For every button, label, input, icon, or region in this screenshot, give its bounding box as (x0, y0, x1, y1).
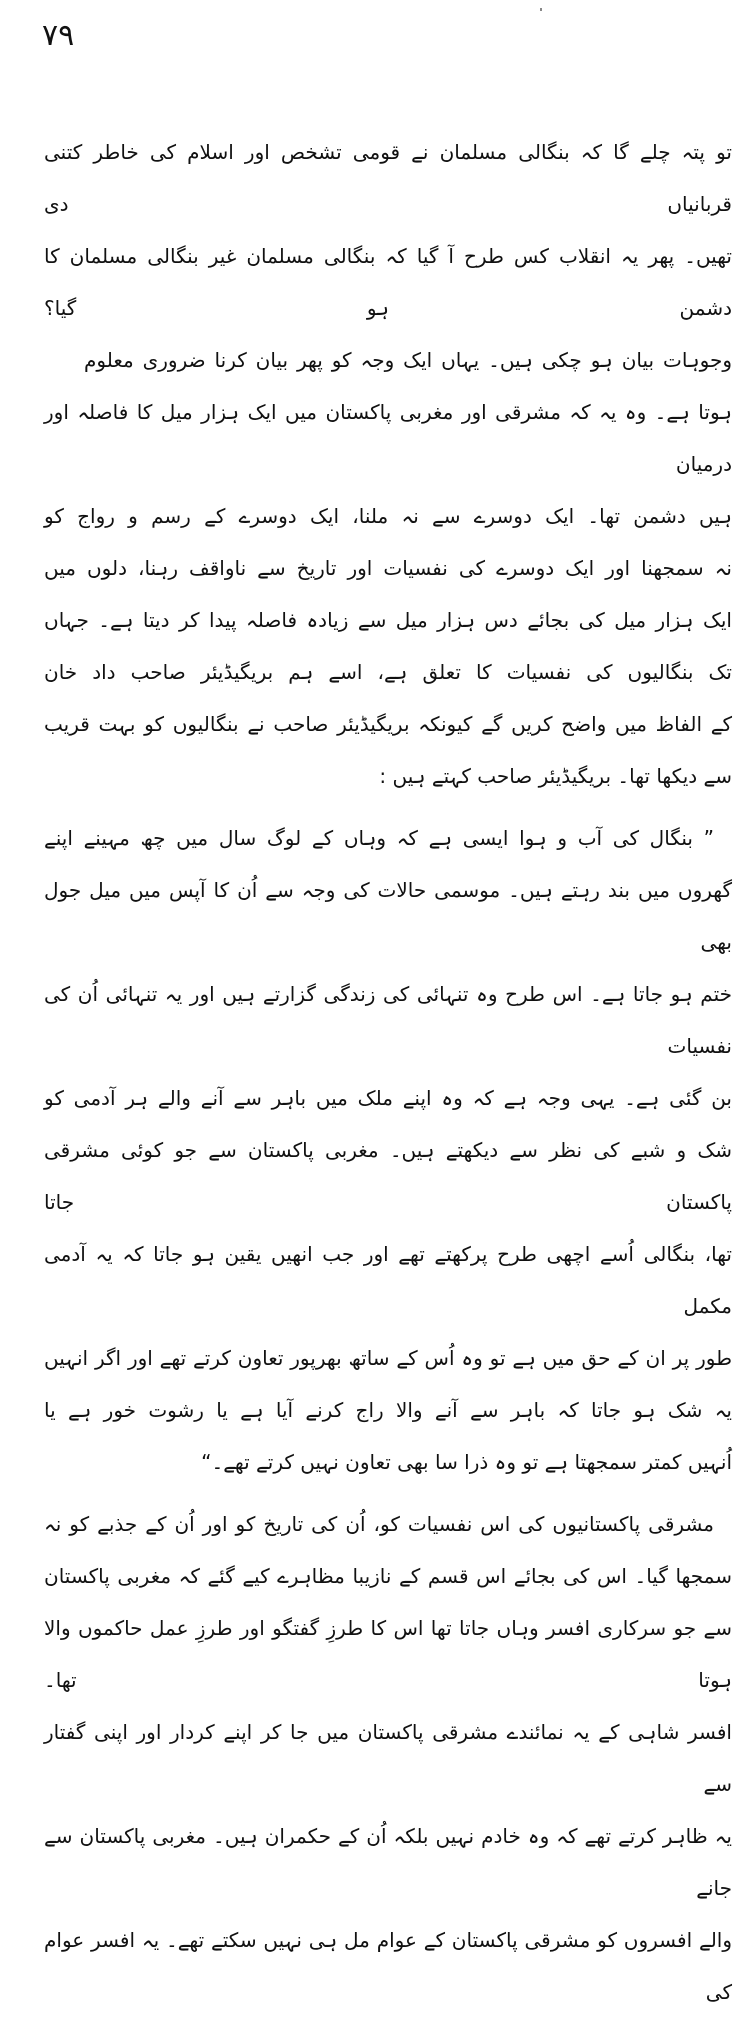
text-line: ایک ہزار میل کی بجائے دس ہزار میل سے زیادہ فاصلہ پیدا کر دیتا ہے۔ جہاں (44, 608, 732, 632)
scan-speck (540, 8, 542, 11)
quote-line: اُنہیں کمتر سمجھتا ہے تو وہ ذرا سا بھی تعاون نہیں کرتے تھے۔“ (201, 1450, 732, 1474)
text-line: سمجھا گیا۔ اس کی بجائے اس قسم کے نازیبا مظاہرے کیے گئے کہ مغربی پاکستان (44, 1564, 732, 1588)
text-line: کے الفاظ میں واضح کریں گے کیونکہ بریگیڈیئر صاحب نے بنگالیوں کو بہت قریب (44, 712, 732, 736)
quote-line: ” بنگال کی آب و ہوا ایسی ہے کہ وہاں کے لوگ سال میں چھ مہینے اپنے (44, 826, 714, 850)
page-number: ۷۹ (42, 18, 75, 53)
text-line: تو پتہ چلے گا کہ بنگالی مسلمان نے قومی تشخص اور اسلام کی خاطر کتنی قربانیاں دی (44, 140, 732, 216)
text-line: مشرقی پاکستانیوں کی اس نفسیات کو، اُن کی تاریخ کو اور اُن کے جذبے کو نہ (44, 1512, 714, 1536)
text-line: سے جو سرکاری افسر وہاں جاتا تھا اس کا طرزِ گفتگو اور طرزِ عمل حاکموں والا ہوتا تھا۔ (44, 1616, 732, 1692)
text-line: افسر شاہی کے یہ نمائندے مشرقی پاکستان میں جا کر اپنے کردار اور اپنی گفتار سے (44, 1720, 732, 1796)
quote-line: یہ شک ہو جاتا کہ باہر سے آنے والا راج کرنے آیا ہے یا رشوت خور ہے یا (44, 1398, 732, 1422)
text-line: سے دیکھا تھا۔ بریگیڈیئر صاحب کہتے ہیں : (379, 764, 732, 788)
text-line: ہیں دشمن تھا۔ ایک دوسرے سے نہ ملنا، ایک دوسرے کے رسم و رواج کو (44, 504, 732, 528)
text-line: ہوتا ہے۔ وہ یہ کہ مشرقی اور مغربی پاکستان میں ایک ہزار میل کا فاصلہ اور درمیان (44, 400, 732, 476)
quote-line: طور پر ان کے حق میں ہے تو وہ اُس کے ساتھ بھرپور تعاون کرتے تھے اور اگر انہیں (44, 1346, 732, 1370)
quote-line: ختم ہو جاتا ہے۔ اس طرح وہ تنہائی کی زندگی گزارتے ہیں اور یہ تنہائی اُن کی نفسیات (44, 982, 732, 1058)
quote-line: شک و شبے کی نظر سے دیکھتے ہیں۔ مغربی پاکستان سے جو کوئی مشرقی پاکستان جاتا (44, 1138, 732, 1214)
text-line: وجوہات بیان ہو چکی ہیں۔ یہاں ایک وجہ کو پھر بیان کرنا ضروری معلوم (84, 348, 732, 372)
quote-line: بن گئی ہے۔ یہی وجہ ہے کہ وہ اپنے ملک میں باہر سے آنے والے ہر آدمی کو (44, 1086, 732, 1110)
text-line: تک بنگالیوں کی نفسیات کا تعلق ہے، اسے ہم بریگیڈیئر صاحب داد خان (44, 660, 732, 684)
quote-line: تھا، بنگالی اُسے اچھی طرح پرکھتے تھے اور جب انھیں یقین ہو جاتا کہ یہ آدمی مکمل (44, 1242, 732, 1318)
text-line: نہ سمجھنا اور ایک دوسرے کی نفسیات اور تاریخ سے ناواقف رہنا، دلوں میں (44, 556, 732, 580)
text-line: یہ ظاہر کرتے تھے کہ وہ خادم نہیں بلکہ اُن کے حکمران ہیں۔ مغربی پاکستان سے جانے (44, 1824, 732, 1900)
text-line: والے افسروں کو مشرقی پاکستان کے عوام مل ہی نہیں سکتے تھے۔ یہ افسر عوام کی (44, 1928, 732, 2004)
text-line: تھیں۔ پھر یہ انقلاب کس طرح آ گیا کہ بنگالی مسلمان غیر بنگالی مسلمان کا دشمن ہو گیا؟ (44, 244, 732, 320)
quote-line: گھروں میں بند رہتے ہیں۔ موسمی حالات کی وجہ سے اُن کا آپس میں میل جول بھی (44, 878, 732, 954)
